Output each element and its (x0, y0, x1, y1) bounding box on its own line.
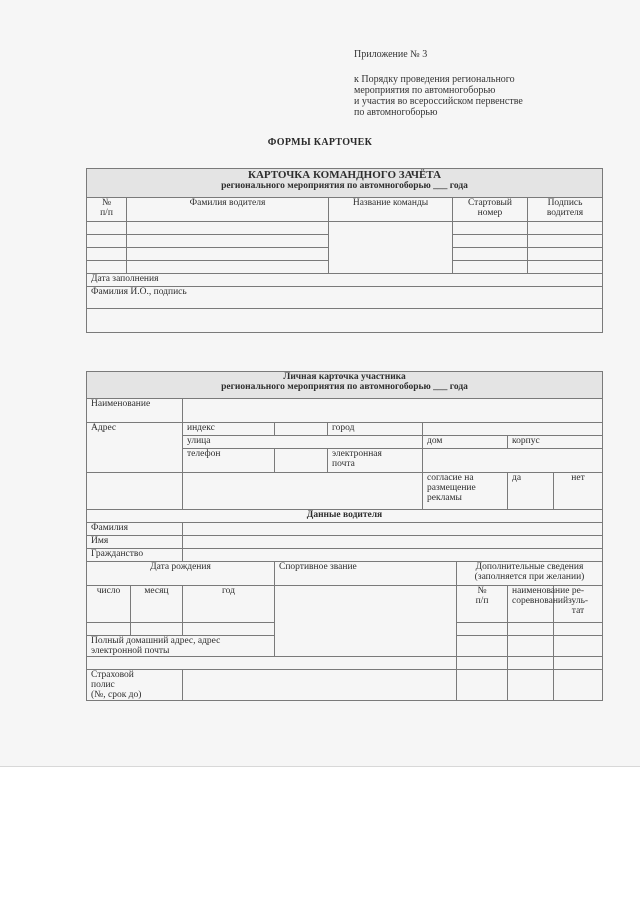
citizenship-label: Гражданство (87, 549, 183, 562)
col-driver: Фамилия водителя (127, 198, 329, 222)
forms-title: ФОРМЫ КАРТОЧЕК (267, 137, 373, 148)
cell-empty[interactable] (127, 261, 329, 274)
fill-date-label: Дата заполнения (87, 274, 603, 287)
name-value[interactable] (183, 399, 603, 423)
insurance-line: полис (91, 680, 115, 690)
competition-value[interactable] (508, 636, 554, 657)
appendix-line: по автомногоборью (354, 107, 438, 118)
month-label: месяц (131, 586, 183, 623)
cell-empty[interactable] (528, 248, 603, 261)
email-label (328, 449, 423, 473)
appendix-line: к Порядку проведения регионального (354, 74, 515, 85)
email-label-line: электронная (332, 449, 382, 459)
street-label: улица (183, 436, 423, 449)
year-label: год (183, 586, 275, 623)
sport-rank-label: Спортивное звание (275, 562, 457, 586)
month-value[interactable] (131, 623, 183, 636)
appendix-line: и участия во всероссийском первенстве (354, 96, 523, 107)
cell-empty[interactable] (453, 235, 528, 248)
result-value[interactable] (554, 636, 603, 657)
index-value[interactable] (275, 423, 328, 436)
col-sign-line: водителя (546, 208, 584, 218)
city-label: город (328, 423, 423, 436)
phone-label: телефон (183, 449, 275, 473)
ad-consent-line: размещение (427, 483, 476, 493)
competition-line: соревнований (512, 596, 569, 606)
day-label: число (87, 586, 131, 623)
signature-label: Фамилия И.О., подпись (87, 287, 603, 309)
cell-empty[interactable] (87, 261, 127, 274)
personal-card-subtitle: регионального мероприятия по автомногоборью ___ года (221, 382, 468, 392)
cell-empty[interactable] (183, 473, 423, 510)
competition-line: наименование (512, 586, 570, 596)
extra-num-line: п/п (475, 596, 489, 606)
citizenship-value[interactable] (183, 549, 603, 562)
appendix-line: мероприятия по автомногоборью (354, 85, 496, 96)
col-sign-line: Подпись (547, 198, 583, 208)
col-start-number (453, 198, 528, 222)
home-address-value[interactable] (87, 657, 457, 670)
appendix-header (354, 49, 614, 118)
competition-value[interactable] (508, 670, 554, 701)
cell-empty[interactable] (127, 235, 329, 248)
phone-value[interactable] (275, 449, 328, 473)
extra-info-line: (заполняется при желании) (474, 572, 585, 582)
cell-empty[interactable] (87, 473, 183, 510)
building-label: корпус (508, 436, 603, 449)
insurance-value[interactable] (183, 670, 457, 701)
cell-empty[interactable] (528, 235, 603, 248)
cell-empty[interactable] (87, 248, 127, 261)
team-name-cell[interactable] (329, 222, 453, 274)
house-label: дом (423, 436, 508, 449)
insurance-label (87, 670, 183, 701)
col-start-line: Стартовый (467, 198, 513, 208)
result-line: ре- (571, 586, 585, 596)
extra-num-label (457, 586, 508, 623)
day-value[interactable] (87, 623, 131, 636)
cell-empty[interactable] (127, 248, 329, 261)
result-value[interactable] (554, 657, 603, 670)
address-label: Адрес (87, 423, 183, 473)
ad-consent-line: рекламы (427, 493, 462, 503)
cell-empty[interactable] (528, 222, 603, 235)
extra-num-value[interactable] (457, 636, 508, 657)
insurance-line: (№, срок до) (91, 690, 142, 700)
competition-label (508, 586, 570, 623)
result-line: тат (571, 606, 585, 616)
consent-no[interactable]: нет (554, 473, 603, 510)
col-signature (528, 198, 603, 222)
competition-value[interactable] (508, 623, 554, 636)
ad-consent-line: согласие на (427, 473, 474, 483)
home-address-label: Полный домашний адрес, адрес электронной почты (87, 636, 275, 657)
cell-empty[interactable] (87, 222, 127, 235)
cell-empty[interactable] (528, 261, 603, 274)
birth-date-label: Дата рождения (87, 562, 275, 586)
insurance-line: Страховой (91, 670, 134, 680)
extra-info-label (457, 562, 603, 586)
index-label: индекс (183, 423, 275, 436)
cell-empty[interactable] (453, 248, 528, 261)
col-num-line: № (101, 198, 112, 208)
extra-num-value[interactable] (457, 657, 508, 670)
ad-consent-label (423, 473, 508, 510)
team-card-table (86, 168, 603, 333)
personal-card-header (87, 372, 603, 399)
first-name-label: Имя (87, 536, 183, 549)
result-value[interactable] (554, 670, 603, 701)
personal-card-table (86, 371, 603, 701)
cell-empty[interactable] (127, 222, 329, 235)
extra-num-value[interactable] (457, 623, 508, 636)
extra-num-value[interactable] (457, 670, 508, 701)
team-card-subtitle: регионального мероприятия по автомногоборью ___ года (221, 181, 468, 191)
cell-empty[interactable] (87, 235, 127, 248)
col-team: Название команды (329, 198, 453, 222)
col-num (87, 198, 127, 222)
competition-value[interactable] (508, 657, 554, 670)
result-line: зуль- (567, 596, 589, 606)
year-value[interactable] (183, 623, 275, 636)
first-name-value[interactable] (183, 536, 603, 549)
result-value[interactable] (554, 623, 603, 636)
personal-card-title: Личная карточка участника (283, 372, 406, 382)
team-card-title: КАРТОЧКА КОМАНДНОГО ЗАЧЁТА (247, 169, 442, 181)
surname-label: Фамилия (87, 523, 183, 536)
sport-rank-value[interactable] (275, 586, 457, 657)
consent-yes[interactable]: да (508, 473, 554, 510)
col-num-line: п/п (100, 208, 113, 218)
driver-data-heading: Данные водителя (87, 510, 603, 523)
col-start-line: номер (477, 208, 503, 218)
surname-value[interactable] (183, 523, 603, 536)
email-value[interactable] (423, 449, 603, 473)
extra-info-line: Дополнительные сведения (475, 562, 584, 572)
extra-num-line: № (477, 586, 487, 596)
team-card-header (87, 169, 603, 198)
cell-empty[interactable] (453, 261, 528, 274)
city-value[interactable] (423, 423, 603, 436)
name-label: Наименование (87, 399, 183, 423)
email-label-line: почта (332, 459, 355, 469)
signature-area[interactable] (87, 309, 603, 333)
cell-empty[interactable] (453, 222, 528, 235)
appendix-number: Приложение № 3 (354, 49, 428, 60)
